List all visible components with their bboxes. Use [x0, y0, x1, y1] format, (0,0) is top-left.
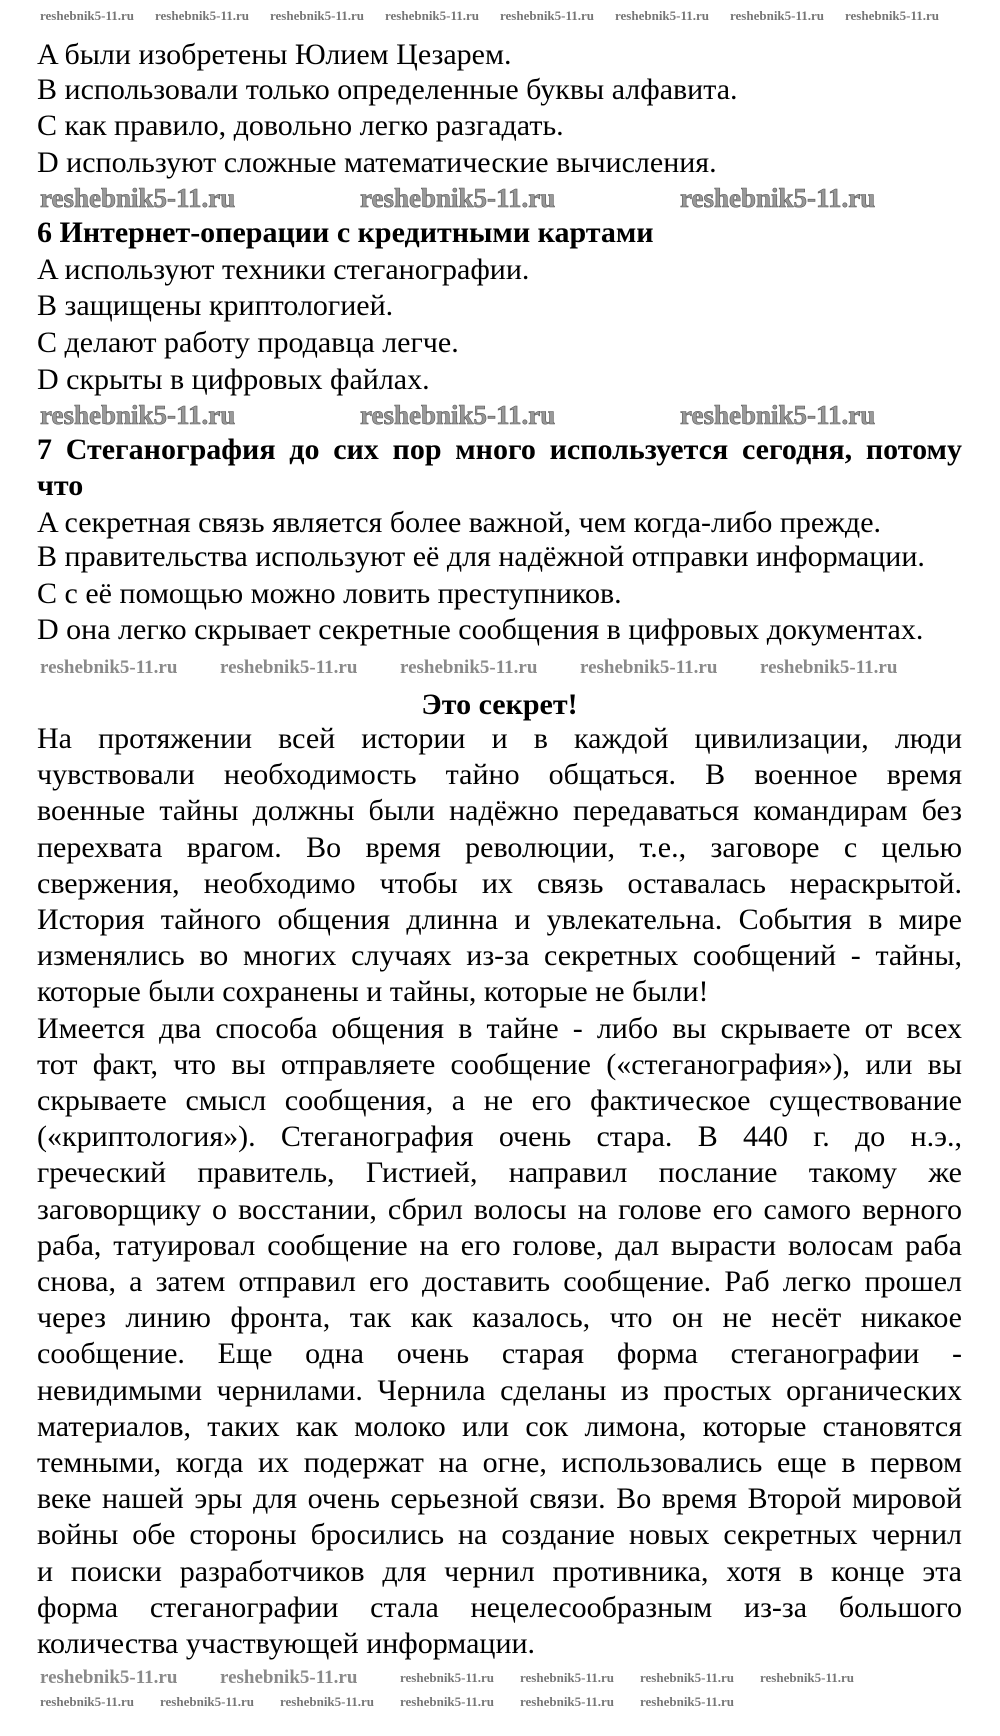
- q6-option: C делают работу продавца легче.: [37, 326, 459, 359]
- watermark: reshebnik5-11.ru: [40, 183, 236, 213]
- article-line: История тайного общения длинна и увлекательна. События в мире: [37, 903, 962, 936]
- q6-option: D скрыты в цифровых файлах.: [37, 363, 430, 396]
- watermark: reshebnik5-11.ru: [360, 400, 556, 430]
- q7-title: 7 Стеганография до сих пор много используется сегодня, потому: [37, 433, 962, 466]
- q7-option: B правительства используют её для надёжной отправки информации.: [37, 540, 925, 573]
- article-title: Это секрет!: [421, 688, 578, 721]
- article-line: скрываете смысл сообщения, а не его фактическое существование: [37, 1084, 962, 1117]
- article-line: которые были сохранены и тайны, которые не были!: [37, 975, 709, 1009]
- article-line: На протяжении всей истории и в каждой цивилизации, люди: [37, 722, 962, 755]
- watermark: reshebnik5-11.ru: [40, 1667, 178, 1688]
- article-line: греческий правитель, Гистией, направил послание такому же: [37, 1156, 962, 1190]
- watermark: reshebnik5-11.ru: [760, 657, 898, 678]
- watermark: reshebnik5-11.ru: [400, 1694, 495, 1709]
- q6-title: 6 Интернет-операции с кредитными картами: [37, 216, 654, 249]
- watermark: reshebnik5-11.ru: [640, 1670, 735, 1685]
- article-line: тот факт, что вы отправляете сообщение («стеганография»), или вы: [37, 1047, 962, 1081]
- q7-title-continued: что: [37, 469, 84, 502]
- q5-option: D используют сложные математические вычисления.: [37, 146, 717, 179]
- watermark: reshebnik5-11.ru: [40, 8, 135, 23]
- watermark: reshebnik5-11.ru: [615, 8, 710, 23]
- article-line: изменялись во многих случаях из-за секретных сообщений - тайны,: [37, 939, 962, 973]
- q6-option: A используют техники стеганографии.: [37, 253, 530, 286]
- article-line: («криптология»). Стеганография очень стара. В 440 г. до н.э.,: [37, 1120, 962, 1154]
- watermark: reshebnik5-11.ru: [730, 8, 825, 23]
- article-line: и поиски разработчиков для чернил противника, хотя в конце эта: [37, 1554, 962, 1588]
- article-line: военные тайны должны были надёжно передаваться командирам без: [37, 794, 962, 828]
- watermark: reshebnik5-11.ru: [40, 400, 236, 430]
- q6-option: B защищены криптологией.: [37, 289, 394, 322]
- watermark: reshebnik5-11.ru: [40, 657, 178, 678]
- article-line: через линию фронта, так как казалось, что он не несёт никакое: [37, 1301, 962, 1335]
- q7-option: D она легко скрывает секретные сообщения в цифровых документах.: [37, 613, 924, 646]
- watermark: reshebnik5-11.ru: [680, 183, 876, 213]
- watermark: reshebnik5-11.ru: [280, 1694, 375, 1709]
- article-line: раба, татуировал сообщение на его голове, дал вырасти волосам раба: [37, 1228, 962, 1262]
- article-line: перехвата врагом. Во время революции, т.е., заговоре с целью: [37, 830, 962, 864]
- watermark: reshebnik5-11.ru: [385, 8, 480, 23]
- article-line: войны обе стороны бросились на создание новых секретных чернил: [37, 1518, 962, 1552]
- article-line: Имеется два способа общения в тайне - либо вы скрываете от всех: [37, 1011, 962, 1045]
- watermark: reshebnik5-11.ru: [760, 1670, 855, 1685]
- q5-option: A были изобретены Юлием Цезарем.: [37, 38, 512, 71]
- watermark: reshebnik5-11.ru: [580, 657, 718, 678]
- article-line: сообщение. Еще одна очень старая форма стеганографии -: [37, 1337, 962, 1371]
- q7-option: C с её помощью можно ловить преступников.: [37, 577, 622, 610]
- q7-option: A секретная связь является более важной, чем когда-либо прежде.: [37, 506, 882, 539]
- article-line: количества участвующей информации.: [37, 1627, 536, 1660]
- watermark: reshebnik5-11.ru: [270, 8, 365, 23]
- watermark: reshebnik5-11.ru: [520, 1670, 615, 1685]
- watermark: reshebnik5-11.ru: [400, 657, 538, 678]
- article-line: свержения, необходимо чтобы их связь оставалась нераскрытой.: [37, 866, 962, 900]
- watermark: reshebnik5-11.ru: [160, 1694, 255, 1709]
- article-line: чувствовали необходимость тайно общаться. В военное время: [37, 758, 962, 792]
- watermark: reshebnik5-11.ru: [520, 1694, 615, 1709]
- watermark: reshebnik5-11.ru: [220, 1667, 358, 1688]
- q5-option: C как правило, довольно легко разгадать.: [37, 109, 564, 142]
- article-line: заговорщику о восстании, сбрил волосы на голове его самого верного: [37, 1192, 962, 1226]
- watermark: reshebnik5-11.ru: [400, 1670, 495, 1685]
- q5-option: B использовали только определенные буквы алфавита.: [37, 73, 738, 106]
- article-line: материалов, таких как молоко или сок лимона, которые становятся: [37, 1409, 962, 1443]
- article-line: темными, когда их подержат на огне, использовались еще в первом: [37, 1446, 962, 1479]
- watermark: reshebnik5-11.ru: [845, 8, 940, 23]
- watermark: reshebnik5-11.ru: [155, 8, 250, 23]
- article-line: снова, а затем отправил его доставить сообщение. Раб легко прошел: [37, 1265, 962, 1298]
- watermark: reshebnik5-11.ru: [40, 1694, 135, 1709]
- watermark: reshebnik5-11.ru: [220, 657, 358, 678]
- article-line: веке нашей эры для очень серьезной связи. Во время Второй мировой: [37, 1482, 962, 1516]
- watermark: reshebnik5-11.ru: [640, 1694, 735, 1709]
- watermark: reshebnik5-11.ru: [680, 400, 876, 430]
- watermark: reshebnik5-11.ru: [500, 8, 595, 23]
- article-line: невидимыми чернилами. Чернила сделаны из простых органических: [37, 1373, 962, 1407]
- watermark: reshebnik5-11.ru: [360, 183, 556, 213]
- article-line: форма стеганографии стала нецелесообразным из-за большого: [37, 1590, 962, 1624]
